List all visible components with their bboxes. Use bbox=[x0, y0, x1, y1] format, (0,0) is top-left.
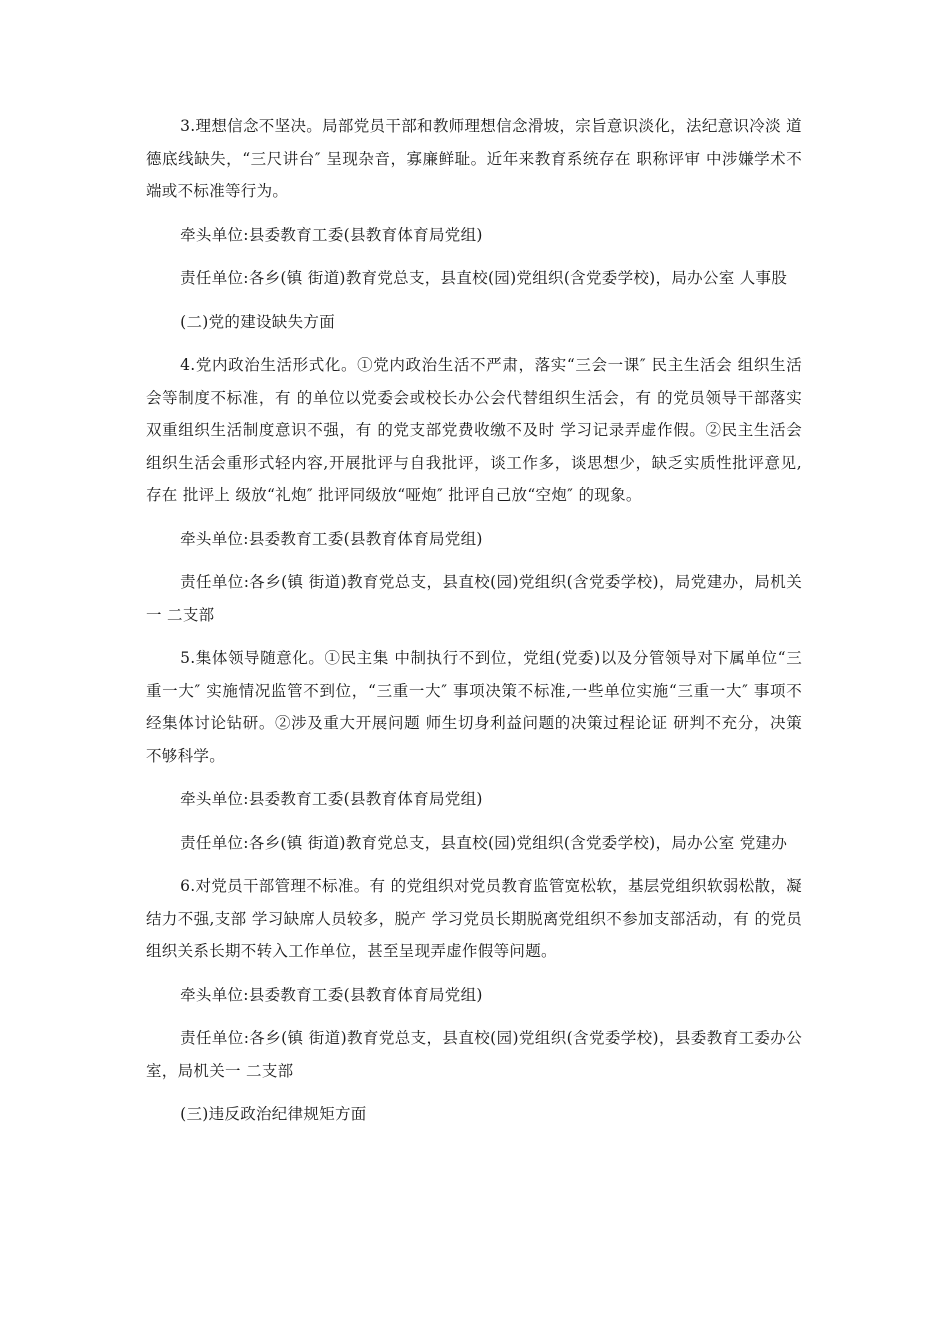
responsible-unit-paragraph: 责任单位:各乡(镇 街道)教育党总支，县直校(园)党组织(含党委学校)，县委教育工委办公室，局机关一 二支部 bbox=[146, 1029, 802, 1080]
item-6-paragraph: 6.对党员干部管理不标准。有 的党组织对党员教育监管宽松软，基层党组织软弱松散，凝结力不强,支部 学习缺席人员较多，脱产 学习党员长期脱离党组织不参加支部活动，有 的党员组织关系长期不转入工作单位，甚至呈现弄虚作假等问题。 bbox=[146, 877, 802, 960]
lead-unit-paragraph: 牵头单位:县委教育工委(县教育体育局党组) bbox=[180, 985, 483, 1004]
lead-unit-paragraph: 牵头单位:县委教育工委(县教育体育局党组) bbox=[180, 529, 483, 548]
responsible-unit-paragraph: 责任单位:各乡(镇 街道)教育党总支，县直校(园)党组织(含党委学校)，局办公室 党建办 bbox=[180, 833, 788, 852]
item-3-paragraph: 3.理想信念不坚决。局部党员干部和教师理想信念滑坡，宗旨意识淡化，法纪意识冷淡 道德底线缺失，“三尺讲台″ 呈现杂音，寡廉鲜耻。近年来教育系统存在 职称评审 中涉嫌学术不端或不标准等行为。 bbox=[146, 117, 802, 200]
item-4-paragraph: 4.党内政治生活形式化。①党内政治生活不严肃，落实“三会一课″ 民主生活会 组织生活会等制度不标准，有 的单位以党委会或校长办公会代替组织生活会，有 的党员领导干部落实双重组织生活制度意识不强，有 的党支部党费收缴不及时 学习记录弄虚作假。②民主生活会 组织生活会重形式轻内容,开展批评与自我批评，谈工作多，谈思想少，缺乏实质性批评意见,存在 批评上 级放“礼炮″ 批评同级放“哑炮″ 批评自己放“空炮″ 的现象。 bbox=[146, 356, 802, 504]
item-5-paragraph: 5.集体领导随意化。①民主集 中制执行不到位，党组(党委)以及分管领导对下属单位“三重一大″ 实施情况监管不到位，“三重一大″ 事项决策不标准,一些单位实施“三重一大″ 事项不经集体讨论钻研。②涉及重大开展问题 师生切身利益问题的决策过程论证 研判不充分，决策不够科学。 bbox=[146, 649, 802, 765]
lead-unit-paragraph: 牵头单位:县委教育工委(县教育体育局党组) bbox=[180, 790, 483, 808]
responsible-unit-paragraph: 责任单位:各乡(镇 街道)教育党总支，县直校(园)党组织(含党委学校)，局办公室 人事股 bbox=[180, 269, 788, 287]
section-heading-3: (三)违反政治纪律规矩方面 bbox=[180, 1105, 367, 1123]
responsible-unit-paragraph: 责任单位:各乡(镇 街道)教育党总支，县直校(园)党组织(含党委学校)，局党建办，局机关一 二支部 bbox=[146, 573, 802, 624]
section-heading-2: (二)党的建设缺失方面 bbox=[180, 312, 335, 331]
document-page bbox=[146, 110, 802, 1131]
lead-unit-paragraph: 牵头单位:县委教育工委(县教育体育局党组) bbox=[180, 225, 483, 244]
